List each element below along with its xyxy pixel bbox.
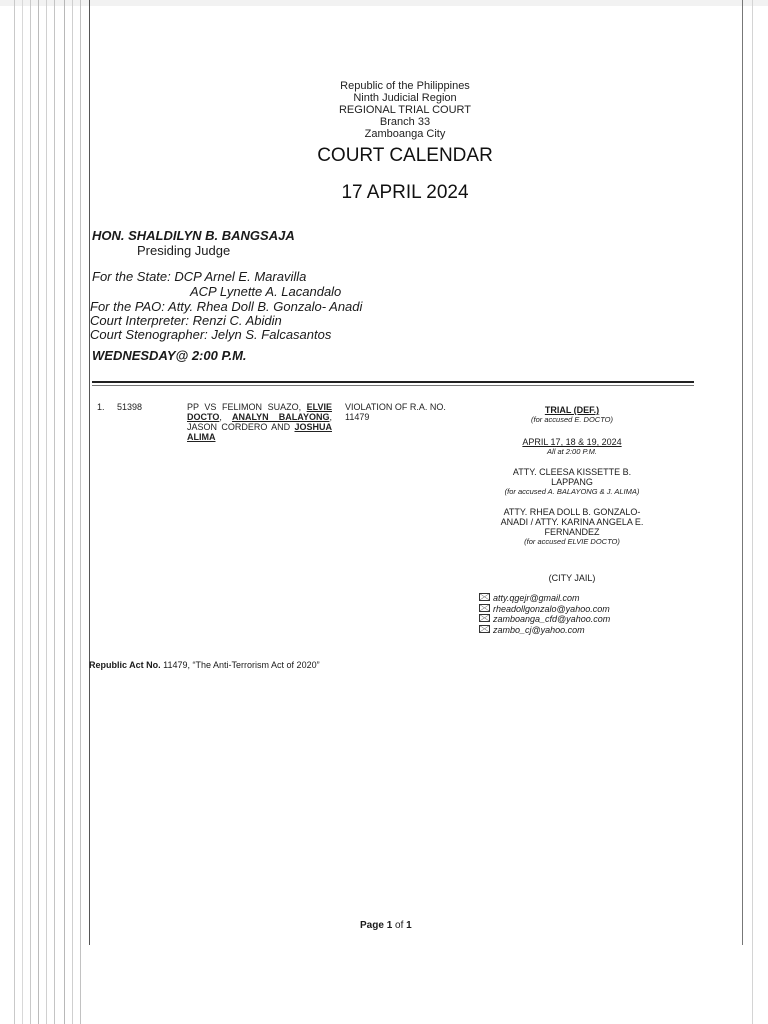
detention-place: (CITY JAIL): [548, 573, 596, 583]
page-border-right: [742, 0, 743, 945]
state-counsel-1: For the State: DCP Arnel E. Maravilla: [92, 269, 307, 284]
email-address: zamboanga_cfd@yahoo.com: [493, 614, 611, 624]
mail-icon: [479, 625, 490, 633]
court-interpreter: Court Interpreter: Renzi C. Abidin: [90, 313, 282, 328]
scan-edge-line: [46, 0, 47, 1024]
footnote-label: Republic Act No.: [89, 660, 161, 670]
email-address: rheadollgonzalo@yahoo.com: [493, 603, 610, 614]
accused-name: JOSHUA ALIMA: [187, 422, 332, 442]
scan-edge-line: [14, 0, 15, 1024]
case-number: 51398: [117, 402, 143, 412]
mail-icon: [479, 604, 490, 612]
defense-counsel-2: [478, 507, 666, 547]
case-status-label: TRIAL (DEF.): [544, 405, 600, 415]
case-status: [478, 405, 666, 425]
court-stenographer: Court Stenographer: Jelyn S. Falcasantos: [90, 327, 332, 342]
page-number: [360, 920, 412, 931]
scan-top-shade: [0, 0, 768, 6]
judge-name: HON. SHALDILYN B. BANGSAJA: [92, 228, 295, 243]
page-total: 1: [406, 920, 412, 931]
hearing-time-note: All at 2:00 P.M.: [547, 447, 597, 456]
header-line: Zamboanga City: [364, 128, 446, 140]
defense-counsel-1: [478, 467, 666, 497]
document-title: COURT CALENDAR: [317, 145, 493, 166]
mail-icon: [479, 593, 490, 601]
judge-role: Presiding Judge: [137, 243, 231, 258]
page-current: 1: [386, 920, 393, 931]
accused-name: ANALYN BALAYONG: [232, 412, 330, 422]
scan-edge-line: [80, 0, 81, 1024]
email-list: [479, 593, 610, 635]
email-item: [479, 625, 610, 636]
footnote: [89, 660, 320, 670]
hearing-dates-label: APRIL 17, 18 & 19, 2024: [522, 437, 622, 447]
case-parties: [187, 402, 332, 442]
calendar-date: 17 APRIL 2024: [341, 182, 469, 203]
parties-text: PP VS FELIMON SUAZO,: [187, 402, 302, 412]
email-item: [479, 593, 610, 604]
session-time: WEDNESDAY@ 2:00 P.M.: [92, 348, 247, 363]
page-border-left: [89, 0, 90, 945]
state-counsel-2: ACP Lynette A. Lacandalo: [190, 284, 342, 299]
case-index: 1.: [97, 402, 105, 412]
page-label: Page: [360, 920, 387, 931]
counsel-note: (for accused ELVIE DOCTO): [524, 537, 620, 546]
header-line: Ninth Judicial Region: [353, 92, 457, 104]
divider-rule: [92, 381, 694, 383]
email-item: [479, 614, 610, 625]
header-line: Republic of the Philippines: [340, 80, 470, 92]
page-of: of: [392, 920, 407, 931]
divider-rule-thin: [92, 385, 694, 386]
counsel-name: ATTY. CLEESA KISSETTE B. LAPPANG: [512, 467, 632, 487]
scan-edge-line: [38, 0, 39, 1024]
email-address: atty.qgejr@gmail.com: [493, 593, 580, 603]
email-address: zambo_cj@yahoo.com: [493, 624, 585, 635]
accused-name: ELVIE DOCTO: [187, 402, 332, 422]
counsel-note: (for accused A. BALAYONG & J. ALIMA): [504, 487, 640, 496]
hearing-dates: [478, 437, 666, 457]
parties-separator: ,: [219, 412, 222, 422]
scan-edge-line: [752, 0, 753, 1024]
footnote-text: 11479, “The Anti-Terrorism Act of 2020”: [160, 660, 320, 670]
scan-edge-line: [54, 0, 55, 1024]
scan-edge-line: [22, 0, 23, 1024]
counsel-name: ATTY. RHEA DOLL B. GONZALO-ANADI / ATTY. KARINA ANGELA E. FERNANDEZ: [500, 507, 644, 537]
case-status-note: (for accused E. DOCTO): [531, 415, 613, 424]
header-line: Branch 33: [379, 116, 431, 128]
header-line: REGIONAL TRIAL COURT: [338, 104, 472, 116]
scan-edge-line: [30, 0, 31, 1024]
case-violation: VIOLATION OF R.A. NO. 11479: [345, 402, 446, 422]
email-item: [479, 604, 610, 615]
pao-counsel: For the PAO: Atty. Rhea Doll B. Gonzalo- Anadi: [90, 299, 363, 314]
court-header: [240, 80, 570, 140]
scan-edge-line: [64, 0, 65, 1024]
scan-edge-line: [72, 0, 73, 1024]
mail-icon: [479, 614, 490, 622]
parties-text: , JASON CORDERO AND: [187, 412, 332, 432]
